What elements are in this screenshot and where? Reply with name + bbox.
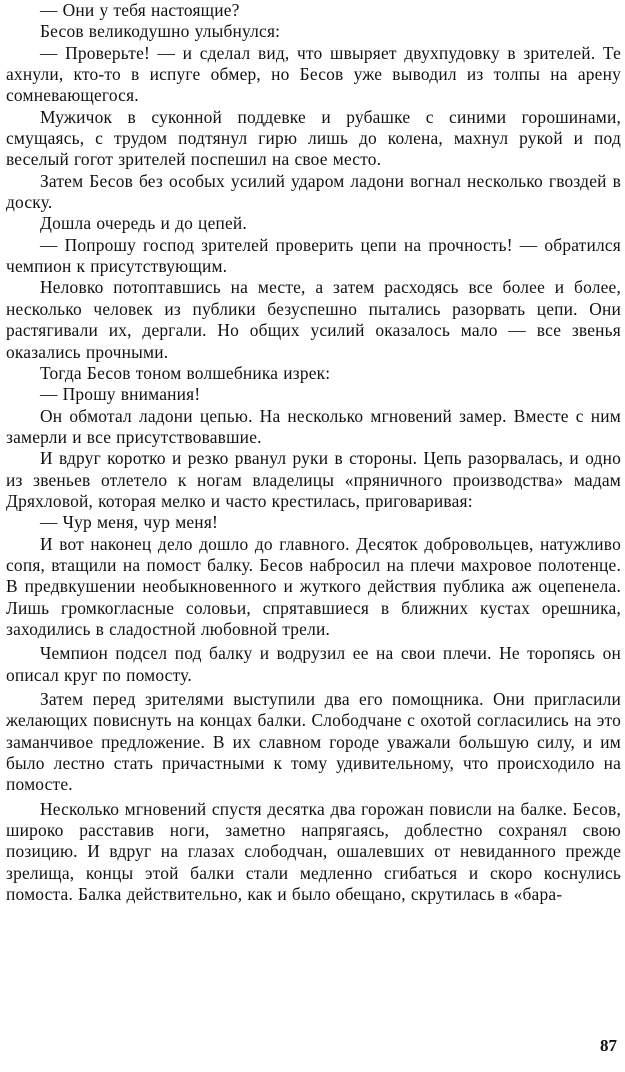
paragraph: — Они у тебя настоящие?: [40, 0, 240, 20]
paragraph: — Попрошу господ зрителей проверить цепи на прочность! — обратился чемпион к присутствующим.: [6, 234, 621, 277]
paragraph: Тогда Бесов тоном волшебника изрек:: [40, 362, 331, 383]
paragraph: Бесов великодушно улыбнулся:: [40, 21, 281, 42]
paragraph: Он обмотал ладони цепью. На несколько мгновений замер. Вместе с ним замерли и все присутствовавшие.: [6, 405, 621, 447]
page-number: 87: [600, 1036, 617, 1055]
body-text: [6, 0, 621, 905]
paragraph: Неловко потоптавшись на месте, а затем расходясь все более и более, несколько человек из публики безуспешно пытались разорвать цепи. Они растягивали их, дергали. Но общих усилий оказалось мало — все звенья оказались прочными.: [6, 277, 621, 362]
paragraph: Мужичок в суконной поддевке и рубашке с синими горошинами, смущаясь, с трудом подтянул гирю лишь до колена, махнул рукой и под веселый гогот зрителей поспешил на свое место.: [6, 106, 621, 170]
paragraph: Несколько мгновений спустя десятка два горожан повисли на балке. Бесов, широко расставив ноги, заметно напрягаясь, доблестно сохранял свою позицию. И вдруг на глазах слободчан, ошалевших от невиданного прежде зрелища, концы этой балки стали медленно сгибаться и скоро коснулись помоста. Балка действительно, как и было обещано, скрутилась в «бара-: [6, 798, 621, 905]
paragraph: Затем Бесов без особых усилий ударом ладони вогнал несколько гвоздей в доску.: [6, 170, 621, 213]
paragraph: Чемпион подсел под балку и водрузил ее на свои плечи. Не торопясь он описал круг по помосту.: [6, 643, 621, 685]
paragraph: И вот наконец дело дошло до главного. Десяток добровольцев, натужливо сопя, втащили на помост балку. Бесов набросил на плечи махровое полотенце. В предвкушении необыкновенного и жуткого действия публика аж оцепенела. Лишь громкогласные соловьи, спрятавшиеся в ближних кустах орешника, заходились в сладостной любовной трели.: [6, 533, 621, 639]
paragraph: И вдруг коротко и резко рванул руки в стороны. Цепь разорвалась, и одно из звеньев отлетело к ногам владелицы «пряничного производства» мадам Дряхловой, которая мелко и часто крестилась, приговаривая:: [6, 448, 621, 511]
paragraph: — Чур меня, чур меня!: [40, 512, 219, 533]
paragraph: Дошла очередь и до цепей.: [40, 213, 247, 234]
paragraph: — Прошу внимания!: [40, 384, 201, 405]
paragraph: — Проверьте! — и сделал вид, что швыряет двухпудовку в зрителей. Те ахнули, кто-то в испуге обмер, но Бесов уже выводил из толпы на арену сомневающегося.: [6, 42, 621, 106]
paragraph: Затем перед зрителями выступили два его помощника. Они пригласили желающих повиснуть на концах балки. Слободчане с охотой согласились на это заманчивое предложение. В их славном городе уважали большую силу, и им было лестно стать причастными к тому удивительному, что происходило на помосте.: [6, 689, 621, 795]
